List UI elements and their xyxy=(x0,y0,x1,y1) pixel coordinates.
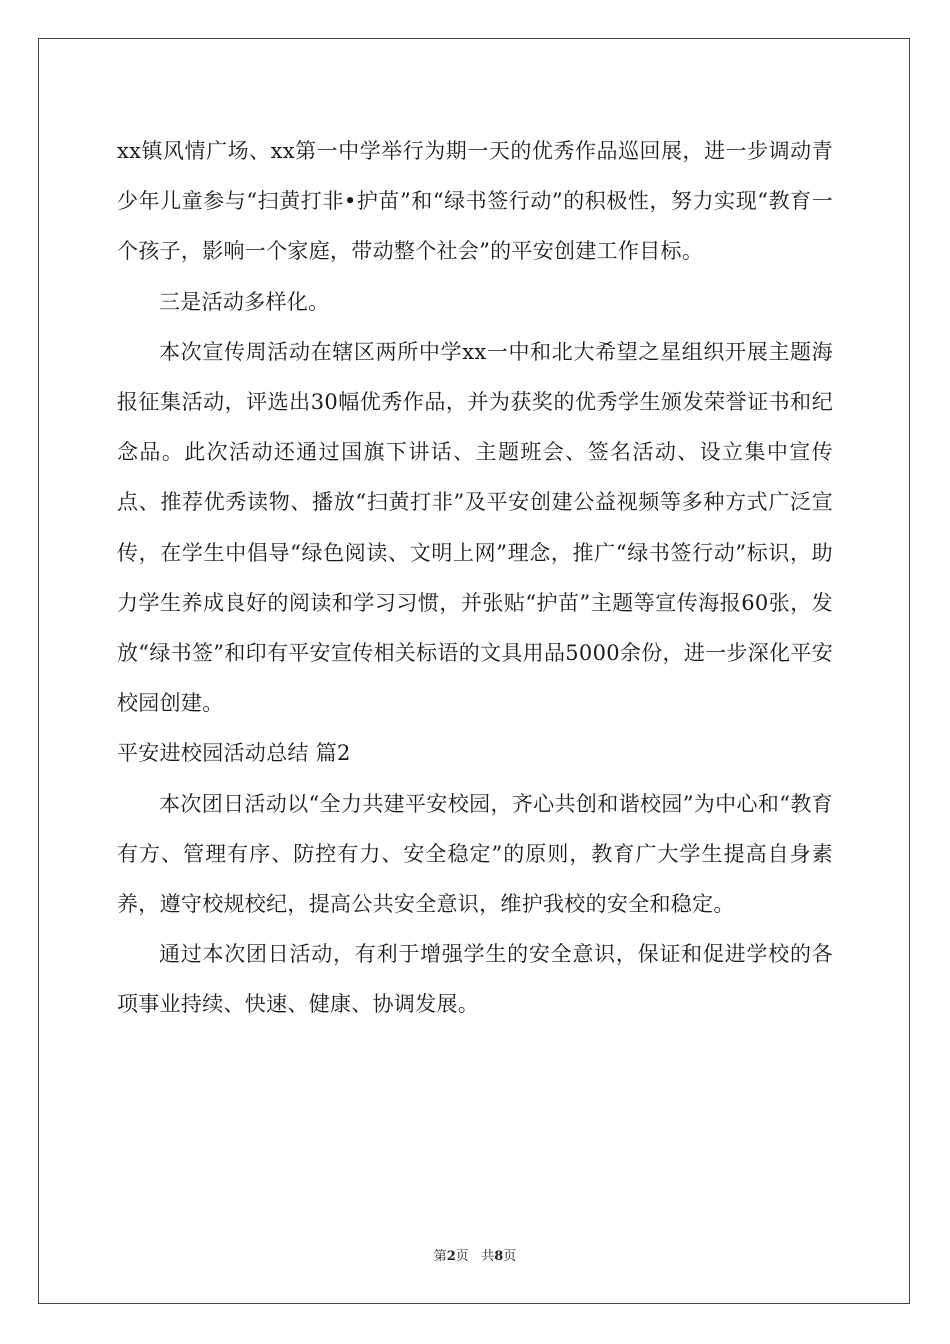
total-pages-number: 8 xyxy=(494,1249,504,1264)
page-footer xyxy=(0,1245,950,1264)
paragraph-3: 本次宣传周活动在辖区两所中学xx一中和北大希望之星组织开展主题海报征集活动，评选出30幅优秀作品，并为获奖的优秀学生颁发荣誉证书和纪念品。此次活动还通过国旗下讲话、主题班会、签名活动、设立集中宣传点、推荐优秀读物、播放“扫黄打非”及平安创建公益视频等多种方式广泛宣传，在学生中倡导“绿色阅读、文明上网”理念，推广“绿书签行动”标识，助力学生养成良好的阅读和学习习惯，并张贴“护苗”主题等宣传海报60张，发放“绿书签”和印有平安宣传相关标语的文具用品5000余份，进一步深化平安校园创建。 xyxy=(117,339,833,716)
paragraph-2: 三是活动多样化。 xyxy=(159,289,330,314)
document-body xyxy=(117,126,833,1030)
total-suffix: 页 xyxy=(503,1249,517,1264)
paragraph-5: 通过本次团日活动，有利于增强学生的安全意识，保证和促进学校的各项事业持续、快速、健康、协调发展。 xyxy=(117,942,833,1017)
current-page-number: 2 xyxy=(446,1249,456,1264)
page-suffix: 页 xyxy=(455,1249,469,1264)
paragraph-1: xx镇风情广场、xx第一中学举行为期一天的优秀作品巡回展，进一步调动青少年儿童参与“扫黄打非•护苗”和“绿书签行动”的积极性，努力实现“教育一个孩子，影响一个家庭，带动整个社会”的平安创建工作目标。 xyxy=(117,139,833,264)
page-prefix: 第 xyxy=(433,1249,447,1264)
paragraph-4: 本次团日活动以“全力共建平安校园，齐心共创和谐校园”为中心和“教育有方、管理有序、防控有力、安全稳定”的原则，教育广大学生提高自身素养，遵守校规校纪，提高公共安全意识，维护我校的安全和稳定。 xyxy=(117,791,833,917)
total-prefix: 共 xyxy=(481,1249,495,1264)
section-heading: 平安进校园活动总结 篇2 xyxy=(117,741,351,766)
